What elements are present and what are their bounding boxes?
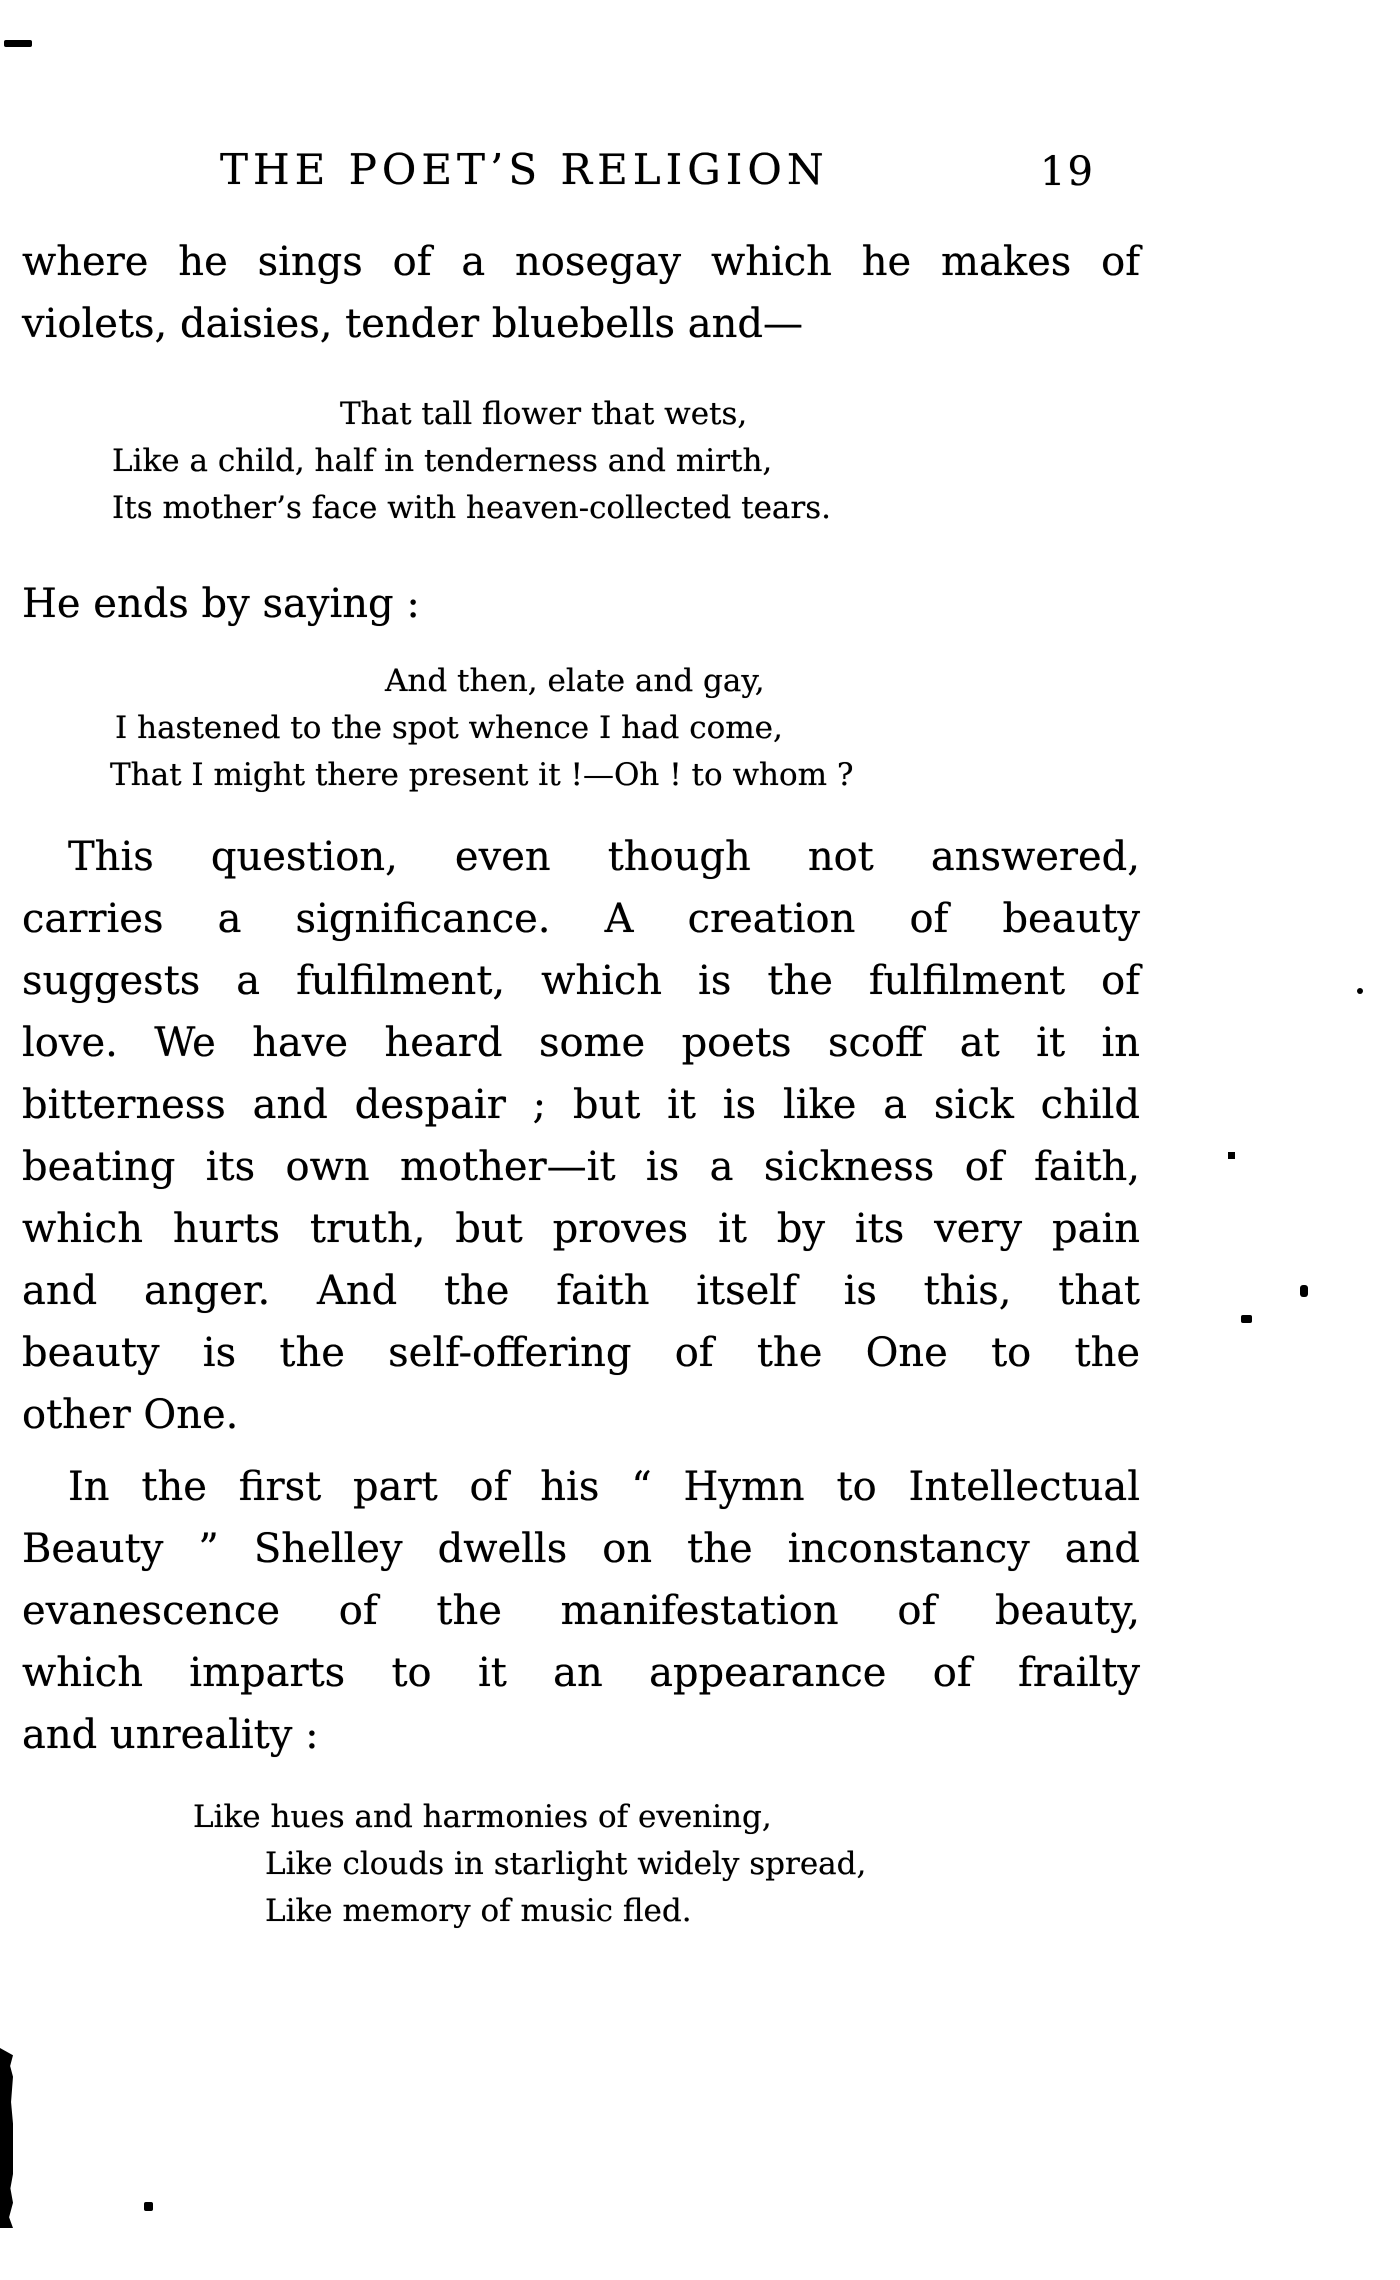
- verse-quote-elate: [22, 658, 1140, 799]
- text-line: and anger. And the faith itself is this, that: [22, 1268, 1140, 1314]
- text-line: In the first part of his “ Hymn to Intellectual: [68, 1464, 1140, 1510]
- text-line: Beauty ” Shelley dwells on the inconstancy and: [22, 1526, 1140, 1572]
- text-line: This question, even though not answered,: [68, 834, 1140, 880]
- text-line: beauty is the self-offering of the One to the: [22, 1330, 1140, 1376]
- text-line: carries a significance. A creation of beauty: [22, 896, 1140, 942]
- scan-artifact-dot: [1357, 988, 1363, 994]
- text-line: Its mother’s face with heaven-collected tears.: [112, 490, 831, 526]
- paragraph-hymn-to-intellectual-beauty: [22, 1456, 1140, 1766]
- text-line: beating its own mother—it is a sickness of faith,: [22, 1144, 1140, 1190]
- text-line: Like clouds in starlight widely spread,: [265, 1846, 867, 1882]
- text-line: And then, elate and gay,: [385, 663, 765, 699]
- text-line: Like hues and harmonies of evening,: [193, 1799, 772, 1835]
- text-line: suggests a fulfilment, which is the fulfilment of: [22, 958, 1140, 1004]
- scan-artifact-mark: [1300, 1285, 1308, 1297]
- scan-artifact-dot: [1228, 1152, 1235, 1159]
- text-line: That tall flower that wets,: [340, 396, 748, 432]
- page-header: [22, 145, 1140, 209]
- text-line: That I might there present it !—Oh ! to whom ?: [110, 757, 854, 793]
- text-line: Like a child, half in tenderness and mirth,: [112, 443, 773, 479]
- verse-quote-like-hues: [22, 1794, 1140, 1935]
- scan-artifact-dash: [4, 40, 32, 47]
- text-line: love. We have heard some poets scoff at it in: [22, 1020, 1140, 1066]
- scan-artifact-mark: [1241, 1315, 1252, 1323]
- text-line: which imparts to it an appearance of frailty: [22, 1650, 1140, 1696]
- running-title: THE POET’S RELIGION: [220, 145, 829, 194]
- text-line: and unreality :: [22, 1712, 319, 1758]
- page-number: 19: [1040, 149, 1095, 195]
- scan-artifact-binding-bar: [0, 2048, 13, 2228]
- text-line: evanescence of the manifestation of beauty,: [22, 1588, 1140, 1634]
- scan-artifact-speck: [144, 2202, 153, 2211]
- text-line: which hurts truth, but proves it by its very pain: [22, 1206, 1140, 1252]
- text-line: bitterness and despair ; but it is like a sick child: [22, 1082, 1140, 1128]
- text-line: violets, daisies, tender bluebells and—: [22, 301, 803, 347]
- text-line: He ends by saying :: [22, 581, 420, 627]
- verse-quote-nosegay: [22, 391, 1140, 532]
- paragraph-he-ends: [22, 573, 1140, 635]
- text-line: Like memory of music fled.: [265, 1893, 692, 1929]
- text-line: where he sings of a nosegay which he makes of: [22, 239, 1140, 285]
- text-line: other One.: [22, 1392, 239, 1438]
- paragraph-this-question: [22, 826, 1140, 1446]
- paragraph-opening: [22, 231, 1140, 355]
- text-line: I hastened to the spot whence I had come,: [115, 710, 783, 746]
